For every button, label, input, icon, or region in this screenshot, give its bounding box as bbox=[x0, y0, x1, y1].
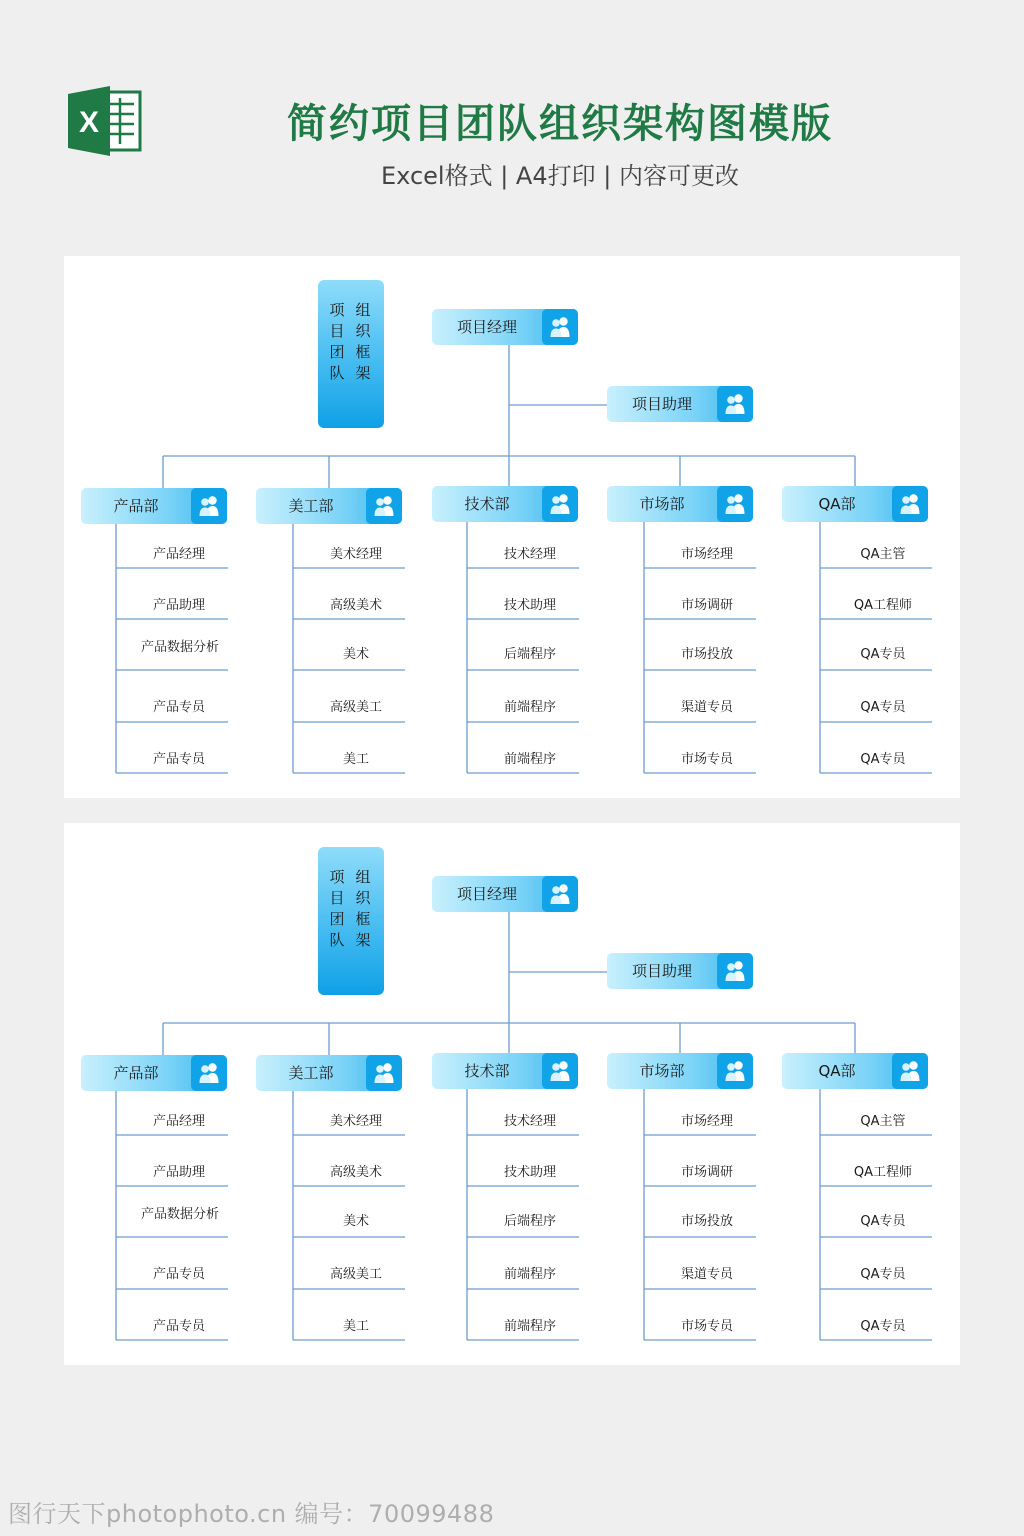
p2-dept-4-node bbox=[782, 1053, 928, 1089]
p2-list-item: 后端程序 bbox=[503, 1214, 556, 1229]
p2-list-item: 前端程序 bbox=[503, 1267, 556, 1282]
p2-dept-3-label: 市场部 bbox=[639, 1062, 685, 1080]
p2-list-item: QA专员 bbox=[860, 1319, 906, 1334]
p2-dept-0-node bbox=[81, 1055, 227, 1091]
p2-list-item: 渠道专员 bbox=[680, 1267, 733, 1282]
p2-list-item: QA专员 bbox=[860, 1267, 906, 1282]
p2-dept-2-label: 技术部 bbox=[464, 1062, 510, 1080]
p2-side-label-col1: 项目团队 bbox=[329, 868, 345, 949]
watermark-text: 图行天下photophoto.cn 编号：70099488 bbox=[8, 1500, 495, 1528]
p1-list-item: 产品专员 bbox=[152, 700, 205, 715]
p2-side-label-col2: 组织框架 bbox=[355, 868, 371, 949]
p2-list-item: 高级美术 bbox=[329, 1165, 382, 1180]
p1-list-item: 渠道专员 bbox=[680, 700, 733, 715]
p1-list-item: QA专员 bbox=[860, 752, 906, 767]
p1-dept-2-label: 技术部 bbox=[464, 495, 510, 513]
page-subtitle: Excel格式 | A4打印 | 内容可更改 bbox=[381, 162, 739, 190]
p1-list-item: 产品助理 bbox=[152, 598, 205, 613]
p1-dept-3-label: 市场部 bbox=[639, 495, 685, 513]
svg-text:X: X bbox=[78, 106, 100, 139]
p1-dept-0-label: 产品部 bbox=[113, 497, 159, 515]
p2-list-item: 产品经理 bbox=[152, 1114, 205, 1129]
p1-list-item: 市场经理 bbox=[680, 547, 733, 562]
p1-list-item: 产品数据分析 bbox=[140, 640, 219, 655]
people-icon bbox=[191, 1055, 227, 1091]
people-icon bbox=[542, 876, 578, 912]
p1-side-label-col1: 项目团队 bbox=[329, 301, 345, 382]
p1-assistant-label: 项目助理 bbox=[631, 395, 692, 413]
p1-list-item: 产品专员 bbox=[152, 752, 205, 767]
p1-manager-label: 项目经理 bbox=[456, 318, 517, 336]
people-icon bbox=[892, 486, 928, 522]
p2-list-item: 美工 bbox=[342, 1319, 369, 1334]
p2-list-item: 前端程序 bbox=[503, 1319, 556, 1334]
excel-icon bbox=[68, 86, 142, 156]
p1-list-item: 高级美工 bbox=[329, 700, 382, 715]
p1-side-label bbox=[318, 280, 384, 428]
people-icon bbox=[542, 486, 578, 522]
p1-dept-4-node bbox=[782, 486, 928, 522]
p2-list-item: 高级美工 bbox=[329, 1267, 382, 1282]
people-icon bbox=[366, 488, 402, 524]
p1-manager-node bbox=[432, 309, 578, 345]
p1-list-item: 美术经理 bbox=[329, 547, 382, 562]
p2-list-item: 产品数据分析 bbox=[140, 1207, 219, 1222]
p1-dept-3-node bbox=[607, 486, 753, 522]
p1-list-item: 市场投放 bbox=[680, 647, 733, 662]
org-chart-panel-2 bbox=[64, 823, 960, 1365]
people-icon bbox=[542, 309, 578, 345]
p2-dept-1-node bbox=[256, 1055, 402, 1091]
p1-list-item: QA工程师 bbox=[853, 598, 913, 613]
p2-list-item: 市场投放 bbox=[680, 1214, 733, 1229]
page-title: 简约项目团队组织架构图模版 bbox=[287, 101, 833, 147]
p2-list-item: 市场调研 bbox=[680, 1165, 733, 1180]
p1-list-item: 后端程序 bbox=[503, 647, 556, 662]
p1-list-item: QA专员 bbox=[860, 700, 906, 715]
p1-dept-2-node bbox=[432, 486, 578, 522]
p2-assistant-label: 项目助理 bbox=[631, 962, 692, 980]
people-icon bbox=[717, 386, 753, 422]
p1-dept-0-node bbox=[81, 488, 227, 524]
people-icon bbox=[542, 1053, 578, 1089]
p2-assistant-node bbox=[607, 953, 753, 989]
p1-list-item: QA专员 bbox=[860, 647, 906, 662]
p2-list-item: 产品助理 bbox=[152, 1165, 205, 1180]
p1-assistant-node bbox=[607, 386, 753, 422]
p2-manager-node bbox=[432, 876, 578, 912]
people-icon bbox=[366, 1055, 402, 1091]
p1-list-item: 技术经理 bbox=[503, 547, 556, 562]
p2-list-item: 市场专员 bbox=[680, 1319, 733, 1334]
p2-dept-4-label: QA部 bbox=[818, 1062, 856, 1080]
p1-dept-1-label: 美工部 bbox=[288, 497, 334, 515]
p2-list-item: 市场经理 bbox=[680, 1114, 733, 1129]
people-icon bbox=[191, 488, 227, 524]
p1-list-item: 前端程序 bbox=[503, 700, 556, 715]
p2-list-item: QA主管 bbox=[860, 1114, 906, 1129]
p1-list-item: 美工 bbox=[342, 752, 369, 767]
p1-list-item: 市场专员 bbox=[680, 752, 733, 767]
p1-list-item: 前端程序 bbox=[503, 752, 556, 767]
people-icon bbox=[892, 1053, 928, 1089]
p1-list-item: 市场调研 bbox=[680, 598, 733, 613]
p2-list-item: QA工程师 bbox=[853, 1165, 913, 1180]
p2-list-item: 产品专员 bbox=[152, 1319, 205, 1334]
people-icon bbox=[717, 953, 753, 989]
p2-list-item: 美术经理 bbox=[329, 1114, 382, 1129]
p1-list-item: 美术 bbox=[342, 647, 369, 662]
p1-list-item: 产品经理 bbox=[152, 547, 205, 562]
p2-dept-3-node bbox=[607, 1053, 753, 1089]
p2-dept-2-node bbox=[432, 1053, 578, 1089]
p2-list-item: 技术经理 bbox=[503, 1114, 556, 1129]
p1-side-label-col2: 组织框架 bbox=[355, 301, 371, 382]
p1-list-item: 技术助理 bbox=[503, 598, 556, 613]
org-chart-panel-1 bbox=[64, 256, 960, 798]
p1-dept-1-node bbox=[256, 488, 402, 524]
p2-list-item: 产品专员 bbox=[152, 1267, 205, 1282]
p1-list-item: QA主管 bbox=[860, 547, 906, 562]
p1-dept-4-label: QA部 bbox=[818, 495, 856, 513]
p2-list-item: QA专员 bbox=[860, 1214, 906, 1229]
people-icon bbox=[717, 486, 753, 522]
p2-manager-label: 项目经理 bbox=[456, 885, 517, 903]
p2-side-label bbox=[318, 847, 384, 995]
p2-dept-1-label: 美工部 bbox=[288, 1064, 334, 1082]
p2-list-item: 技术助理 bbox=[503, 1165, 556, 1180]
people-icon bbox=[717, 1053, 753, 1089]
p1-list-item: 高级美术 bbox=[329, 598, 382, 613]
p2-list-item: 美术 bbox=[342, 1214, 369, 1229]
p2-dept-0-label: 产品部 bbox=[113, 1064, 159, 1082]
